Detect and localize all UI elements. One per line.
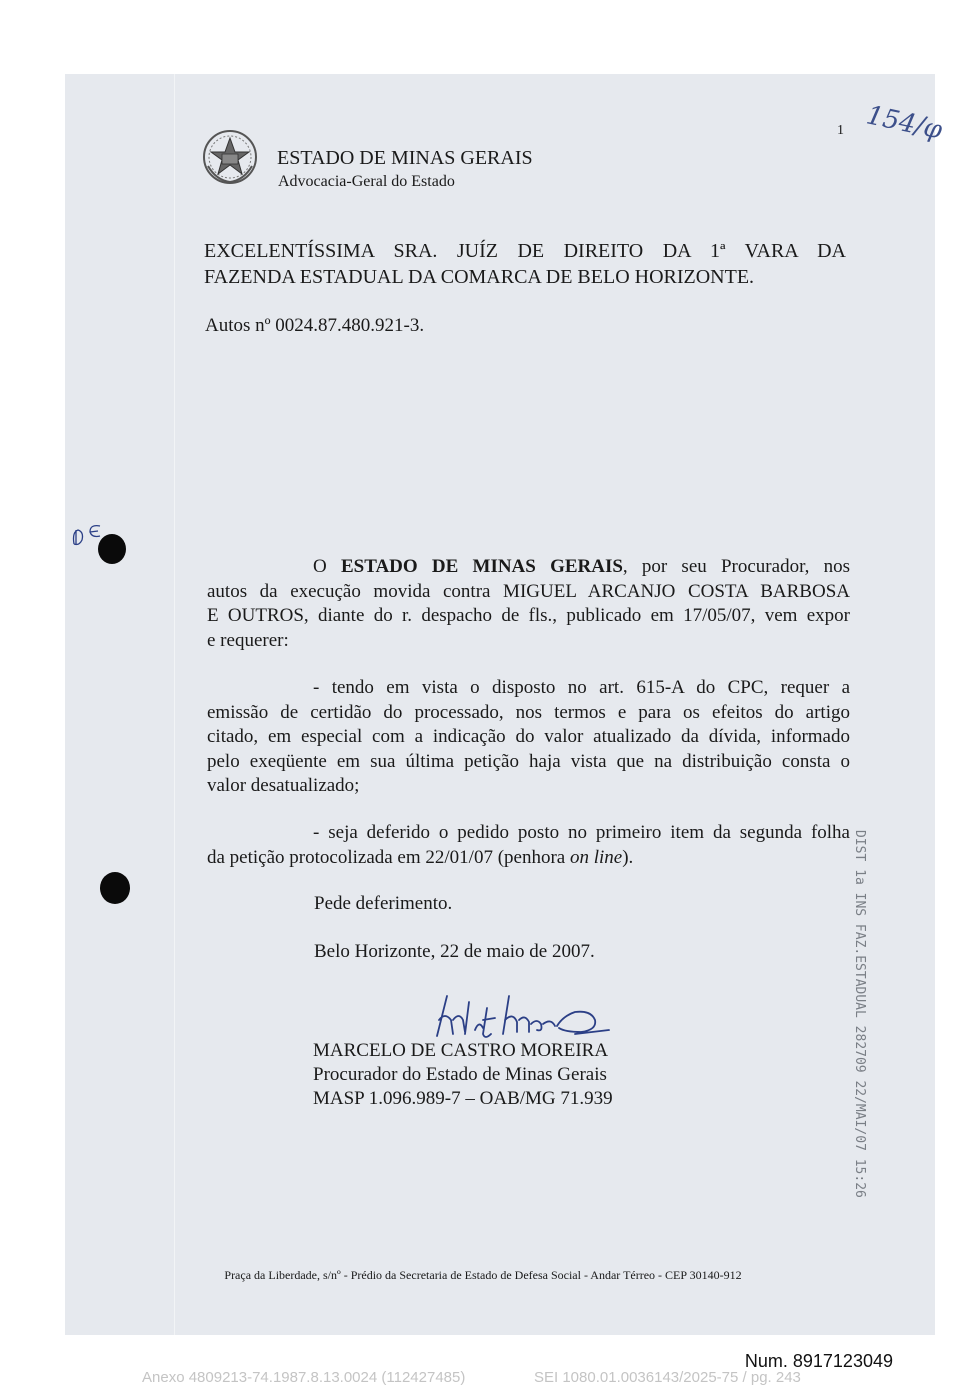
punch-hole (98, 534, 126, 564)
paragraph-2-line: - tendo em vista o disposto no art. 615-A do CPC, requer a (313, 677, 850, 698)
margin-line (174, 74, 175, 1335)
paragraph-3 (207, 821, 850, 870)
paragraph-1-line: E OUTROS, diante do r. despacho de fls., publicado em 17/05/07, vem expor (207, 605, 850, 626)
coat-of-arms-seal (202, 128, 258, 186)
paragraph-2-line: valor desatualizado; (207, 775, 360, 796)
paragraph-2-line: emissão de certidão do processado, nos termos e para os efeitos do artigo (207, 701, 850, 723)
addressee-line-1: EXCELENTÍSSIMA SRA. JUÍZ DE DIREITO DA 1ª VARA DA (204, 240, 846, 262)
signatory-block (313, 1039, 613, 1111)
text-run: , por seu Procurador, nos (622, 556, 850, 577)
addressee (204, 238, 846, 290)
protocol-stamp (842, 830, 872, 1198)
org-title: ESTADO DE MINAS GERAIS (277, 147, 533, 169)
italic-term: on line (569, 846, 623, 868)
signatory-role: Procurador do Estado de Minas Gerais (313, 1064, 607, 1085)
text-run: da petição protocolizada em 22/01/07 (penhora (207, 846, 570, 868)
place-and-date: Belo Horizonte, 22 de maio de 2007. (314, 941, 595, 962)
page-number: 1 (837, 123, 844, 138)
annex-reference: Anexo 4809213-74.1987.8.13.0024 (112427485) (142, 1369, 466, 1386)
signatory-name: MARCELO DE CASTRO MOREIRA (313, 1040, 609, 1061)
paragraph-1-line (207, 555, 850, 580)
handwritten-folio-number: 154/φ (863, 100, 945, 146)
document-number: Num. 8917123049 (744, 1351, 893, 1371)
punch-hole (100, 872, 130, 904)
footer-address: Praça da Liberdade, s/nº - Prédio da Secretaria de Estado de Defesa Social - Andar Térreo - CEP 30140-912 (224, 1268, 742, 1282)
case-reference: Autos nº 0024.87.480.921-3. (205, 315, 425, 336)
closing-request: Pede deferimento. (314, 893, 453, 914)
paragraph-2-line: citado, em especial com a indicação do valor atualizado da dívida, informado (207, 726, 850, 747)
org-subtitle: Advocacia-Geral do Estado (278, 173, 455, 190)
party-name: ESTADO DE MINAS GERAIS (340, 556, 623, 577)
paragraph-1 (207, 555, 850, 653)
paragraph-2-line: pelo exeqüente em sua última petição haja vista que na distribuição consta o (207, 750, 850, 772)
text-run: ). (622, 846, 634, 868)
signatory-ids: MASP 1.096.989-7 – OAB/MG 71.939 (313, 1088, 613, 1109)
paragraph-1-line: autos da execução movida contra MIGUEL ARCANJO COSTA BARBOSA (207, 580, 850, 602)
addressee-line-2: FAZENDA ESTADUAL DA COMARCA DE BELO HORIZONTE. (204, 266, 755, 288)
sei-reference: SEI 1080.01.0036143/2025-75 / pg. 243 (534, 1369, 801, 1386)
protocol-stamp-text: DIST 1a INS FAZ.ESTADUAL 282709 22/MAI/07 15:26 (852, 830, 867, 1198)
paragraph-2 (207, 676, 850, 799)
handwritten-signature (425, 990, 615, 1042)
paragraph-1-line: e requerer: (207, 629, 289, 651)
paragraph-3-line: - seja deferido o pedido posto no primeiro item da segunda folha (313, 822, 850, 843)
text-run: O (313, 556, 341, 577)
paragraph-3-line (207, 846, 850, 871)
